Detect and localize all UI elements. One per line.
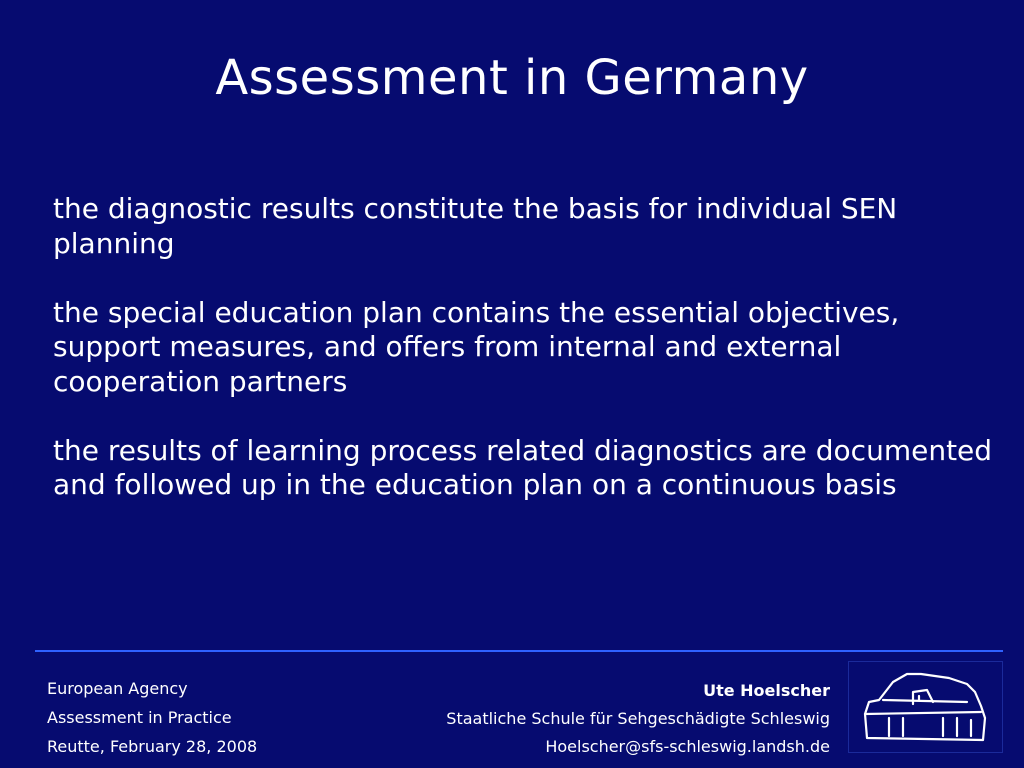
school-building-logo-icon	[848, 661, 1003, 753]
footer-organization: European Agency	[47, 679, 188, 698]
slide-content	[53, 192, 1003, 537]
footer-author-info	[446, 677, 830, 761]
footer-divider	[35, 650, 1003, 652]
footer-email: Hoelscher@sfs-schleswig.landsh.de	[545, 737, 830, 756]
bullet-paragraph: the special education plan contains the essential objectives, support measures, and offers from internal and external cooperation partners	[53, 295, 900, 398]
footer-event-date: Reutte, February 28, 2008	[47, 737, 258, 756]
footer-event-title: Assessment in Practice	[47, 708, 232, 727]
footer-event-info	[47, 674, 257, 761]
bullet-paragraph: the diagnostic results constitute the basis for individual SEN planning	[53, 192, 898, 260]
footer-school-name: Staatliche Schule für Sehgeschädigte Schleswig	[446, 709, 830, 728]
footer-author-name: Ute Hoelscher	[703, 681, 830, 700]
slide-title: Assessment in Germany	[215, 50, 809, 106]
bullet-paragraph: the results of learning process related diagnostics are documented and followed up in the education plan on a continuous basis	[53, 433, 993, 501]
